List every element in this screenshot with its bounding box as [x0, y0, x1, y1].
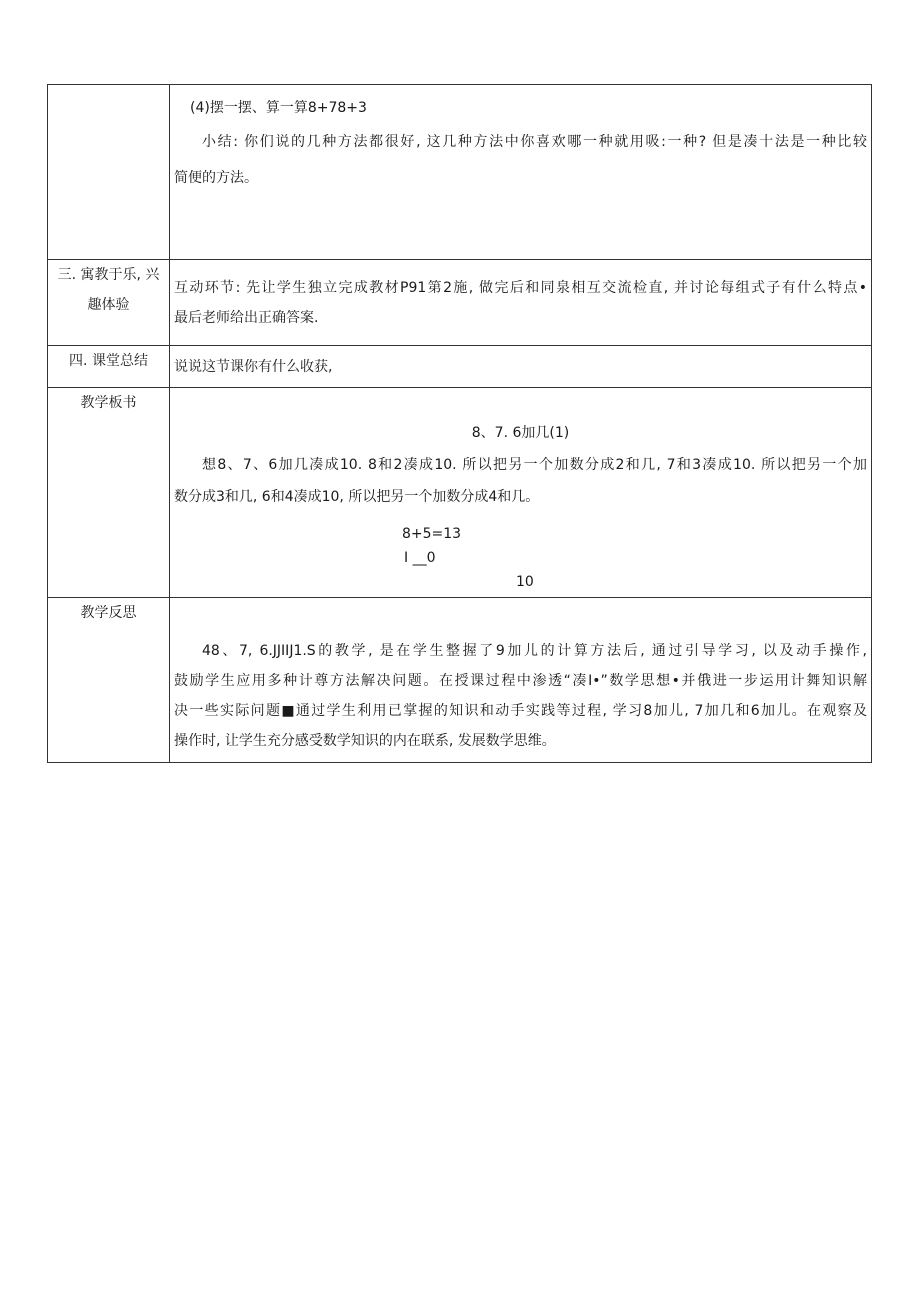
- row-reflection-content-cell: [170, 598, 872, 763]
- summary-question: 说说这节课你有什么收获,: [174, 358, 333, 375]
- summary-line-2: 简便的方法。: [174, 170, 258, 186]
- row-reflection-label: 教学反思: [48, 598, 170, 763]
- fun-learning-label-line-1: 三. 寓教于乐, 兴: [57, 267, 160, 283]
- blackboard-ten: 10: [516, 574, 534, 590]
- reflection-line-1: 48、7, 6.JJIIJ1.S的教学, 是在学生整握了9加儿的计算方法后, 通过引导学习, 以及动手操作,: [202, 643, 867, 659]
- practice-item-4: (4)摆一摆、算一算8+78+3: [190, 100, 367, 116]
- blackboard-split: I __0: [404, 550, 436, 566]
- row-summary-label: 四. 课堂总结: [48, 346, 170, 388]
- row-blackboard-label: 教学板书: [48, 388, 170, 598]
- row-fun-learning: [48, 260, 872, 346]
- summary-line-1: 小结: 你们说的几种方法都很好, 这几种方法中你喜欢哪一种就用吸:一种? 但是凑十法是一种比较: [202, 134, 867, 150]
- row-reflection: [48, 598, 872, 763]
- reflection-line-3: 决一些实际问题■通过学生利用已掌握的知识和动手实践等过程, 学习8加儿, 7加几和6加儿。在观察及: [174, 703, 867, 719]
- fun-learning-label-line-2: 趣体验: [87, 297, 130, 313]
- row-practice-label-cell: [48, 85, 170, 260]
- row-practice: [48, 85, 872, 260]
- blackboard-line-2: 数分成3和几, 6和4凑成10, 所以把另一个加数分成4和几。: [174, 489, 540, 505]
- interaction-line-1: 互动环节: 先让学生独立完成教材P91第2施, 做完后和同泉相互交流检直, 并讨论每组式子有什么特点•: [174, 279, 867, 296]
- row-summary: [48, 346, 872, 388]
- row-practice-content-cell: [170, 85, 872, 260]
- row-fun-learning-label: [48, 260, 170, 346]
- row-blackboard-content-cell: [170, 388, 872, 598]
- blackboard-equation: 8+5=13: [402, 526, 462, 542]
- interaction-line-2: 最后老师给出正确答案.: [174, 309, 319, 326]
- reflection-line-2: 鼓励学生应用多种计尊方法解决问题。在授课过程中渗透“凑I•”数学思想•并俄进一步运用计舞知识解: [174, 673, 867, 689]
- row-summary-content-cell: [170, 346, 872, 388]
- row-fun-learning-content-cell: [170, 260, 872, 346]
- lesson-plan-table: [47, 84, 872, 763]
- blackboard-title: 8、7. 6加几(1): [471, 425, 570, 441]
- reflection-line-4: 操作时, 让学生充分感受数学知识的内在联系, 发展数学思维。: [174, 733, 556, 749]
- blackboard-line-1: 想8、7、6加几凑成10. 8和2凑成10. 所以把另一个加数分成2和几, 7和3凑成10. 所以把另一个加: [202, 457, 867, 473]
- row-blackboard: [48, 388, 872, 598]
